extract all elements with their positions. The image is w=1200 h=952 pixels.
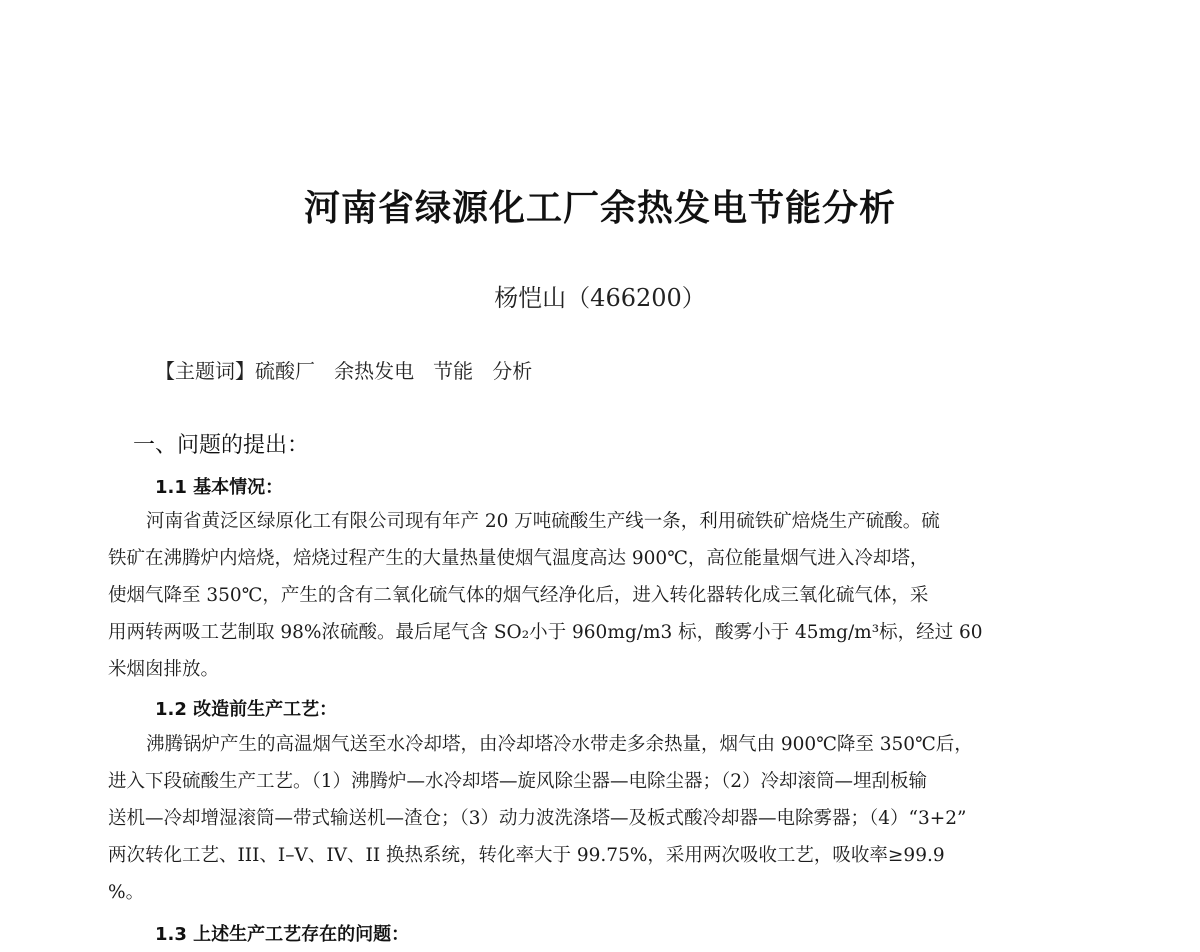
subsection-heading-1-3: 1.3 上述生产工艺存在的问题： <box>155 924 410 945</box>
paragraph-line: 送机—冷却增湿滚筒—带式输送机—渣仓；（3）动力波洗涤塔—及板式酸冷却器—电除雾器；（4）“3+2” <box>108 808 967 829</box>
keywords-line: 【主题词】硫酸厂 余热发电 节能 分析 <box>155 359 533 383</box>
paragraph-line: 河南省黄泛区绿原化工有限公司现有年产 20 万吨硫酸生产线一条，利用硫铁矿焙烧生产硫酸。硫 <box>146 511 940 532</box>
paragraph-basic-situation <box>108 503 1088 688</box>
paragraph-line: 铁矿在沸腾炉内焙烧，焙烧过程产生的大量热量使烟气温度高达 900℃，高位能量烟气进入冷却塔， <box>108 548 929 569</box>
paragraph-line: 使烟气降至 350℃，产生的含有二氧化硫气体的烟气经净化后，进入转化器转化成三氧化硫气体，采 <box>108 585 929 606</box>
paragraph-line: 沸腾锅炉产生的高温烟气送至水冷却塔，由冷却塔冷水带走多余热量，烟气由 900℃降至 350℃后， <box>146 734 973 755</box>
paragraph-line: 用两转两吸工艺制取 98%浓硫酸。最后尾气含 SO₂小于 960mg/m3 标，酸雾小于 45mg/m³标，经过 60 <box>108 622 983 643</box>
section-heading-1: 一、问题的提出： <box>133 433 310 458</box>
author-line: 杨恺山（466200） <box>494 284 706 312</box>
paragraph-line: 进入下段硫酸生产工艺。（1）沸腾炉—水冷却塔—旋风除尘器—电除尘器；（2）冷却滚筒—埋刮板输 <box>108 771 928 792</box>
paragraph-line: 两次转化工艺、III、I–V、IV、II 换热系统，转化率大于 99.75%，采用两次吸收工艺，吸收率≥99.9 <box>108 845 945 866</box>
subsection-heading-1-2: 1.2 改造前生产工艺： <box>155 699 338 720</box>
paragraph-line: 米烟囱排放。 <box>108 659 220 680</box>
document-title: 河南省绿源化工厂余热发电节能分析 <box>303 187 896 229</box>
subsection-heading-1-1: 1.1 基本情况： <box>155 477 284 498</box>
paragraph-line: %。 <box>108 882 145 903</box>
paragraph-previous-process <box>108 726 1088 911</box>
